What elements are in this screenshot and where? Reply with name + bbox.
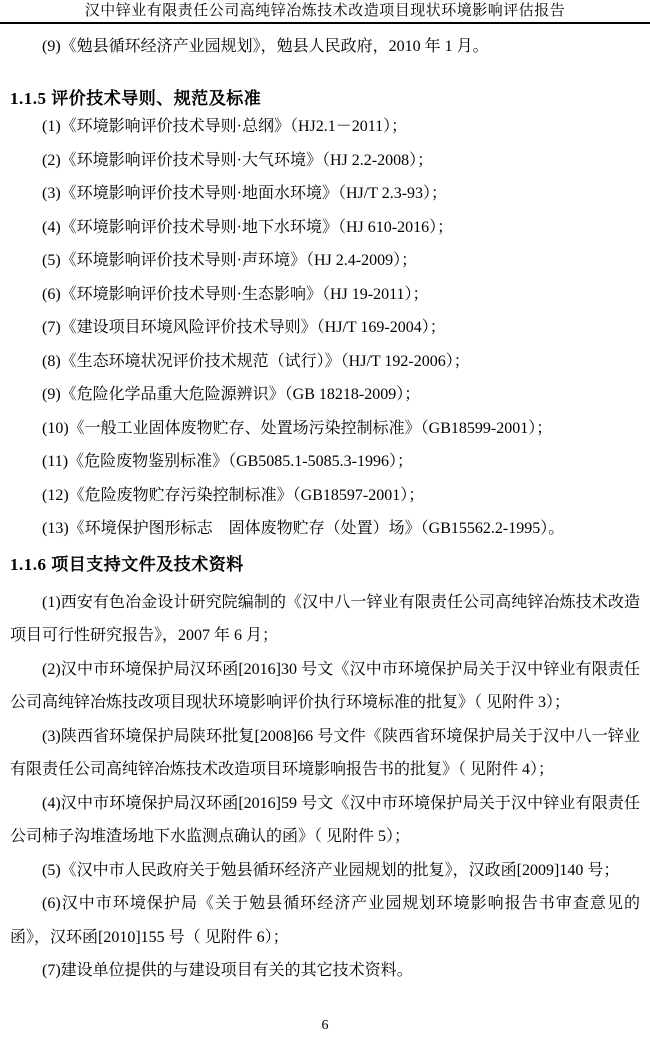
standard-item-5: (5)《环境影响评价技术导则·声环境》（HJ 2.4-2009）； <box>42 252 418 269</box>
standard-item-3: (3)《环境影响评价技术导则·地面水环境》（HJ/T 2.3-93）； <box>42 185 448 202</box>
standards-list <box>10 110 640 546</box>
standard-item-2: (2)《环境影响评价技术导则·大气环境》（HJ 2.2-2008）； <box>42 151 434 169</box>
standard-item-6: (6)《环境影响评价技术导则·生态影响》（HJ 19-2011）； <box>42 285 429 303</box>
standard-item-9: (9)《危险化学品重大危险源辨识》（GB 18218-2009）； <box>42 386 421 403</box>
header-title: 汉中锌业有限责任公司高纯锌冶炼技术改造项目现状环境影响评估报告 <box>84 3 566 19</box>
page-footer <box>0 1016 650 1034</box>
support-doc-2: (2)汉中市环境保护局汉环函[2016]30 号文《汉中市环境保护局关于汉中锌业有限责任公司高纯锌冶炼技改项目现状环境影响评价执行环境标准的批复》（ 见附件 3）； <box>10 660 640 711</box>
support-doc-5: (5)《汉中市人民政府关于勉县循环经济产业园规划的批复》，汉政函[2009]140 号； <box>42 861 620 879</box>
standard-item-4: (4)《环境影响评价技术导则·地下水环境》（HJ 610-2016）； <box>42 218 454 236</box>
reference-item-9: (9)《勉县循环经济产业园规划》，勉县人民政府，2010 年 1 月。 <box>42 38 489 55</box>
standard-item-7: (7)《建设项目环境风险评价技术导则》（HJ/T 169-2004）； <box>42 319 446 336</box>
support-doc-6: (6)汉中市环境保护局《关于勉县循环经济产业园规划环境影响报告书审查意见的函》，汉环函[2010]155 号（ 见附件 6）； <box>10 895 640 946</box>
page-number: 6 <box>321 1018 329 1033</box>
section-heading-1-1-5: 1.1.5 评价技术导则、规范及标准 <box>10 89 262 108</box>
support-documents-list <box>10 586 640 988</box>
support-doc-7: (7)建设单位提供的与建设项目有关的其它技术资料。 <box>42 962 413 979</box>
support-doc-3: (3)陕西省环境保护局陕环批复[2008]66 号文件《陕西省环境保护局关于汉中八一锌业有限责任公司高纯锌冶炼技术改造项目环境影响报告书的批复》（ 见附件 4）； <box>10 727 640 778</box>
standard-item-11: (11)《危险废物鉴别标准》（GB5085.1-5085.3-1996）； <box>42 453 413 470</box>
standard-item-13: (13)《环境保护图形标志 固体废物贮存（处置）场》（GB15562.2-1995）。 <box>42 520 565 537</box>
document-content <box>0 30 650 988</box>
section-heading-1-1-6: 1.1.6 项目支持文件及技术资料 <box>10 554 244 574</box>
support-doc-1: (1)西安有色冶金设计研究院编制的《汉中八一锌业有限责任公司高纯锌冶炼技术改造项目可行性研究报告》，2007 年 6 月； <box>10 593 640 644</box>
page-header <box>0 0 650 24</box>
standard-item-1: (1)《环境影响评价技术导则·总纲》（HJ2.1－2011）； <box>42 118 408 135</box>
standard-item-8: (8)《生态环境状况评价技术规范（试行）》（HJ/T 192-2006）； <box>42 352 470 370</box>
support-doc-4: (4)汉中市环境保护局汉环函[2016]59 号文《汉中市环境保护局关于汉中锌业有限责任公司柿子沟堆渣场地下水监测点确认的函》（ 见附件 5）； <box>10 794 640 845</box>
standard-item-10: (10)《一般工业固体废物贮存、处置场污染控制标准》（GB18599-2001）； <box>42 419 553 437</box>
standard-item-12: (12)《危险废物贮存污染控制标准》（GB18597-2001）； <box>42 486 425 504</box>
